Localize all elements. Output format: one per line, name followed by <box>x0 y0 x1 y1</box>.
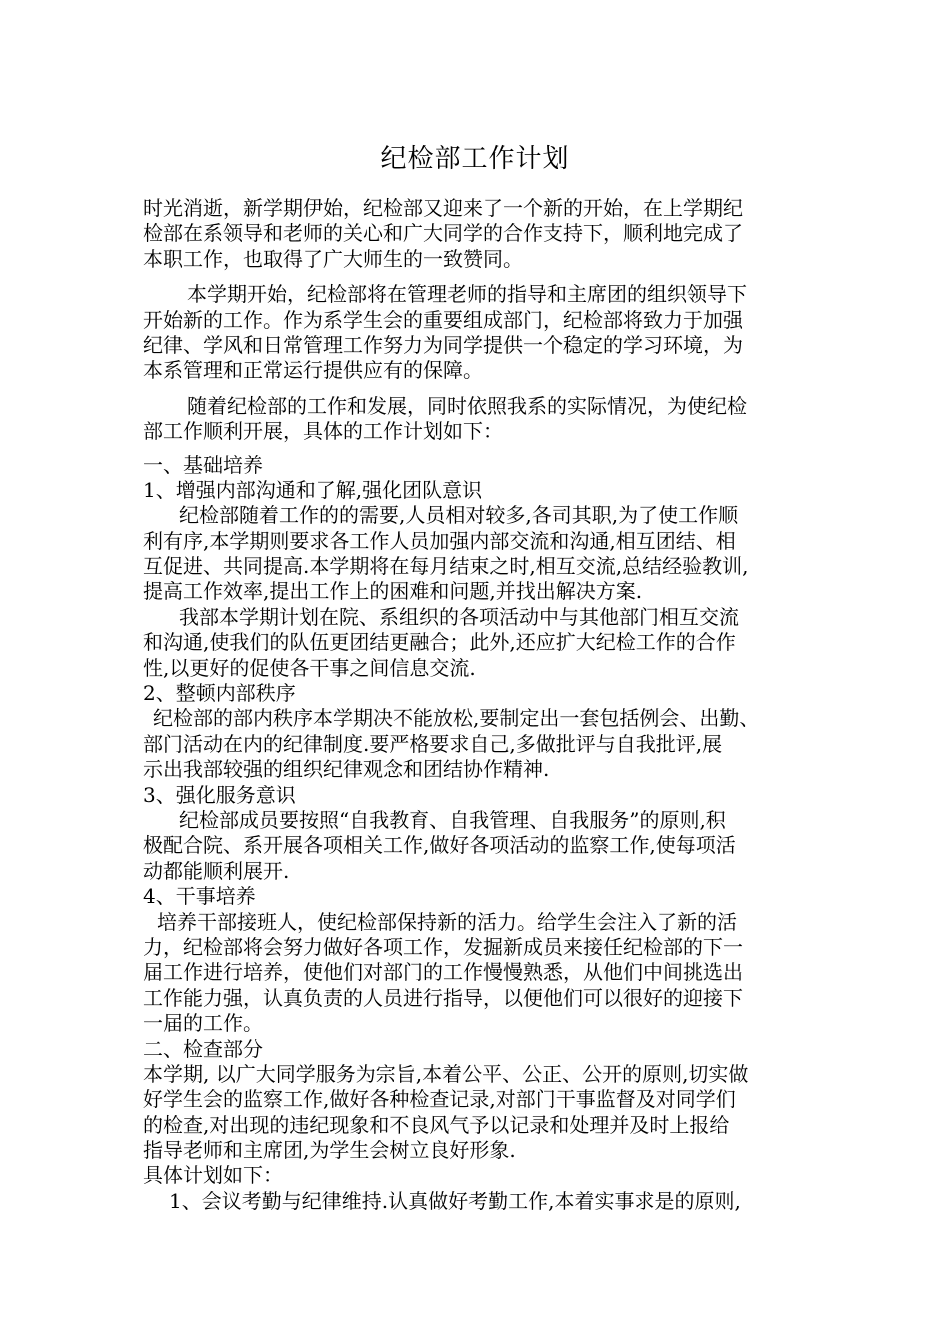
paragraph-line: 极配合院、系开展各项相关工作,做好各项活动的监察工作,使每项活 <box>143 833 736 858</box>
subsection-heading: 2、整顿内部秩序 <box>143 681 296 706</box>
paragraph-line: 性,以更好的促使各干事之间信息交流. <box>143 655 476 680</box>
paragraph-line: 本职工作，也取得了广大师生的一致赞同。 <box>143 246 523 271</box>
paragraph-line: 随着纪检部的工作和发展，同时依照我系的实际情况，为使纪检 <box>187 393 747 418</box>
paragraph-line: 具体计划如下： <box>143 1163 283 1188</box>
paragraph-line: 纪律、学风和日常管理工作努力为同学提供一个稳定的学习环境，为 <box>143 332 743 357</box>
paragraph-line: 培养干部接班人，使纪检部保持新的活力。给学生会注入了新的活 <box>157 909 737 934</box>
paragraph-line: 纪检部随着工作的的需要,人员相对较多,各司其职,为了使工作顺 <box>179 503 739 528</box>
paragraph-line: 部门活动在内的纪律制度.要严格要求自己,多做批评与自我批评,展 <box>143 731 723 756</box>
subsection-heading: 1、增强内部沟通和了解,强化团队意识 <box>143 477 483 502</box>
paragraph-line: 本系管理和正常运行提供应有的保障。 <box>143 358 483 383</box>
document-body <box>143 196 813 1214</box>
list-item: 1、会议考勤与纪律维持.认真做好考勤工作,本着实事求是的原则, <box>169 1188 741 1213</box>
paragraph-line: 的检查,对出现的违纪现象和不良风气予以记录和处理并及时上报给 <box>143 1112 730 1137</box>
paragraph-line: 届工作进行培养，使他们对部门的工作慢慢熟悉，从他们中间挑选出 <box>143 960 743 985</box>
paragraph-line: 本学期, 以广大同学服务为宗旨,本着公平、公正、公开的原则,切实做 <box>143 1061 749 1086</box>
paragraph-line: 利有序,本学期则要求各工作人员加强内部交流和沟通,相互团结、相 <box>143 528 736 553</box>
paragraph-line: 检部在系领导和老师的关心和广大同学的合作支持下，顺利地完成了 <box>143 221 743 246</box>
paragraph-line: 指导老师和主席团,为学生会树立良好形象. <box>143 1138 516 1163</box>
paragraph-line: 我部本学期计划在院、系组织的各项活动中与其他部门相互交流 <box>179 604 739 629</box>
section-heading: 一、基础培养 <box>143 452 263 477</box>
paragraph-line: 一届的工作。 <box>143 1011 263 1036</box>
paragraph-line: 提高工作效率,提出工作上的困难和问题,并找出解决方案. <box>143 579 643 604</box>
section-heading: 二、检查部分 <box>143 1036 263 1061</box>
paragraph-line: 时光消逝，新学期伊始，纪检部又迎来了一个新的开始，在上学期纪 <box>143 196 743 220</box>
paragraph-line: 开始新的工作。作为系学生会的重要组成部门，纪检部将致力于加强 <box>143 307 743 332</box>
paragraph-line: 和沟通,使我们的队伍更团结更融合；此外,还应扩大纪检工作的合作 <box>143 630 736 655</box>
paragraph-line: 力，纪检部将会努力做好各项工作，发掘新成员来接任纪检部的下一 <box>143 934 743 959</box>
document-title: 纪检部工作计划 <box>380 144 570 174</box>
paragraph-line: 本学期开始，纪检部将在管理老师的指导和主席团的组织领导下 <box>187 282 747 307</box>
paragraph-line: 示出我部较强的组织纪律观念和团结协作精神. <box>143 757 550 782</box>
subsection-heading: 3、强化服务意识 <box>143 782 296 807</box>
paragraph-line: 好学生会的监察工作,做好各种检查记录,对部门干事监督及对同学们 <box>143 1087 736 1112</box>
paragraph-line: 部工作顺利开展，具体的工作计划如下： <box>143 419 503 444</box>
paragraph-line: 工作能力强，认真负责的人员进行指导，以便他们可以很好的迎接下 <box>143 985 743 1010</box>
paragraph-line: 纪检部成员要按照“自我教育、自我管理、自我服务”的原则,积 <box>179 807 726 832</box>
subsection-heading: 4、干事培养 <box>143 884 256 909</box>
paragraph-line: 互促进、共同提高.本学期将在每月结束之时,相互交流,总结经验教训, <box>143 554 749 579</box>
paragraph-line: 动都能顺利展开. <box>143 858 290 883</box>
paragraph-line: 纪检部的部内秩序本学期决不能放松,要制定出一套包括例会、出勤、 <box>153 706 760 731</box>
